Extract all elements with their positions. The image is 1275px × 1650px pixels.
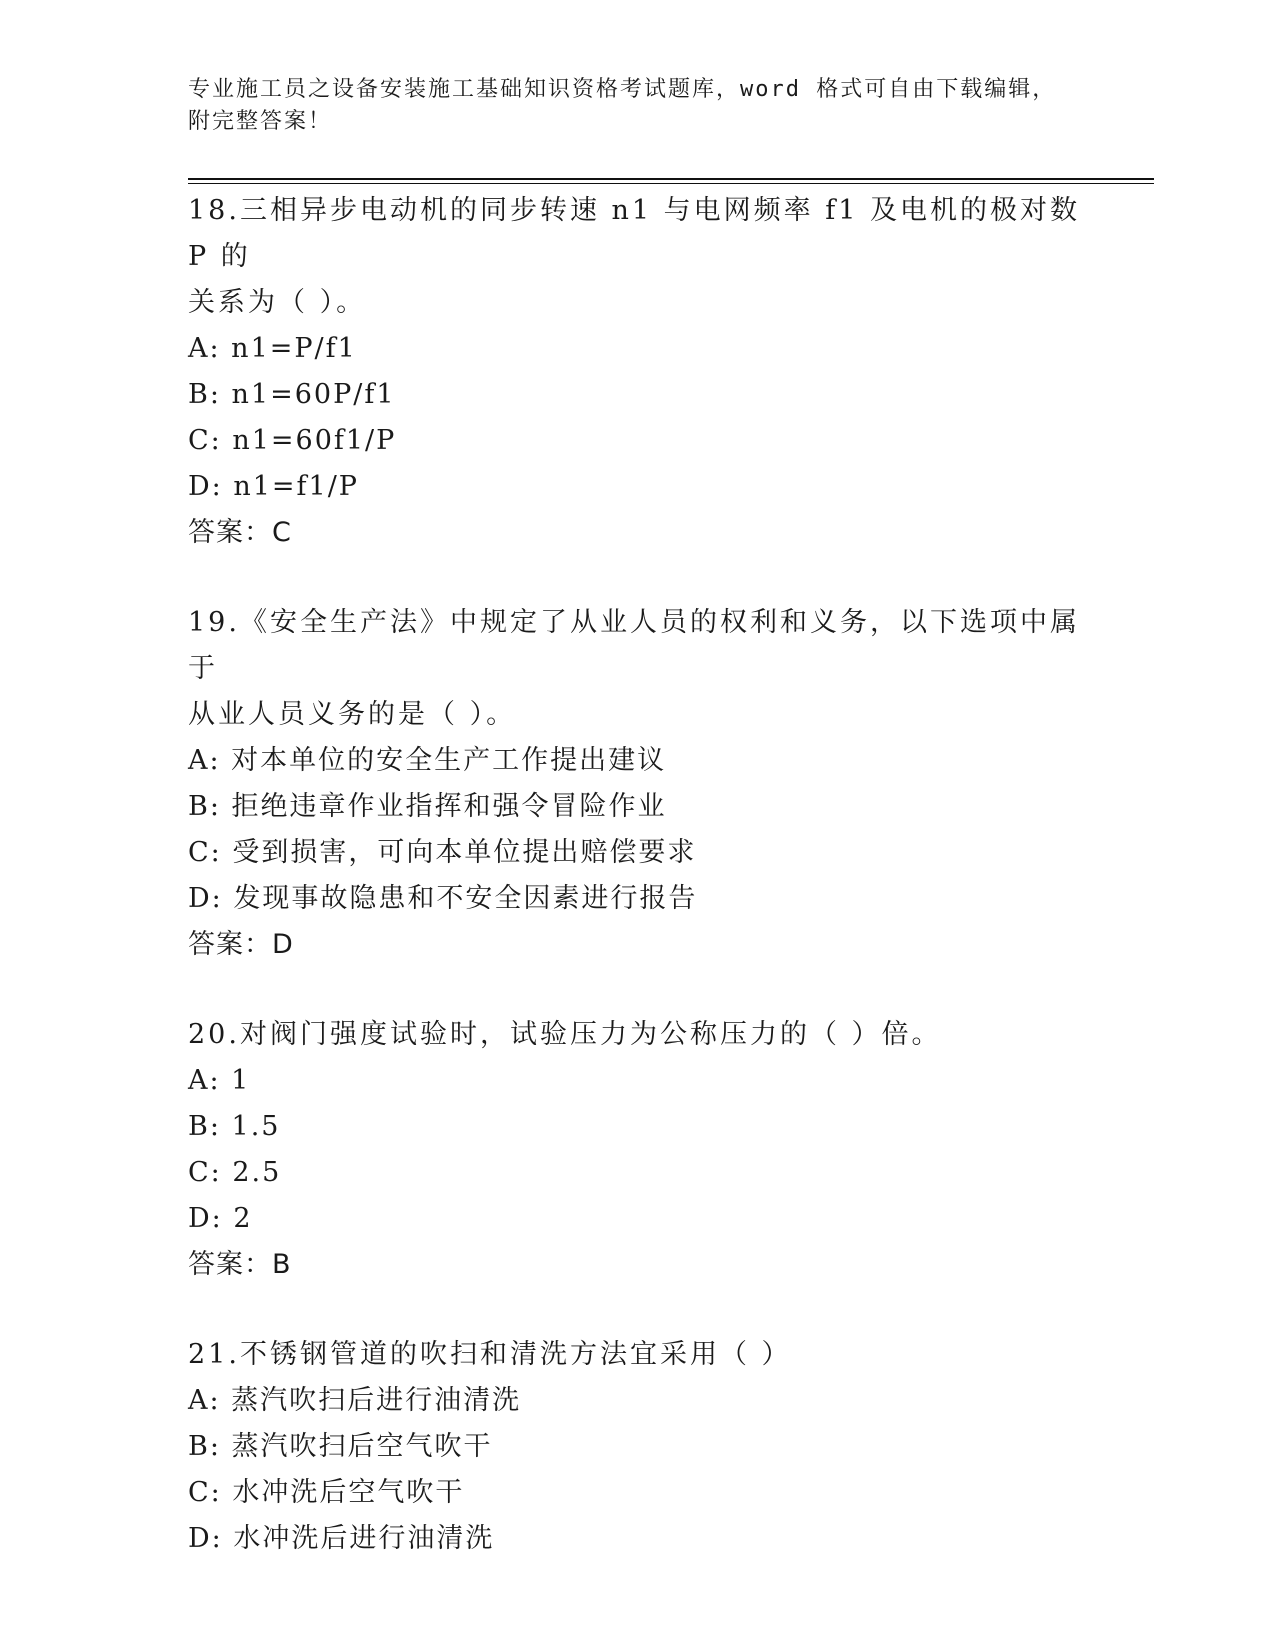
option-b: B: 1.5 bbox=[188, 1111, 281, 1142]
option-d: D: 发现事故隐患和不安全因素进行报告 bbox=[188, 883, 698, 914]
question-21 bbox=[188, 1332, 1088, 1562]
header-line-2: 附完整答案！ bbox=[188, 109, 333, 134]
option-b: B: 蒸汽吹扫后空气吹干 bbox=[188, 1431, 493, 1462]
question-stem: 21.不锈钢管道的吹扫和清洗方法宜采用（ ） bbox=[188, 1339, 792, 1370]
question-19 bbox=[188, 600, 1088, 968]
question-gap bbox=[188, 968, 1088, 1012]
header-divider-thin bbox=[188, 183, 1154, 184]
question-stem: 20.对阀门强度试验时，试验压力为公称压力的（ ）倍。 bbox=[188, 1019, 942, 1050]
answer-text: 答案：D bbox=[188, 929, 294, 960]
option-c: C: 2.5 bbox=[188, 1157, 282, 1188]
question-list bbox=[188, 188, 1088, 1562]
option-c: C: 水冲洗后空气吹干 bbox=[188, 1477, 465, 1508]
option-d: D: 水冲洗后进行油清洗 bbox=[188, 1523, 495, 1554]
question-stem-continued: 从业人员义务的是（ ）。 bbox=[188, 699, 517, 730]
option-b: B: 拒绝违章作业指挥和强令冒险作业 bbox=[188, 791, 667, 822]
question-stem-continued: 关系为（ ）。 bbox=[188, 287, 367, 318]
header-line-1: 专业施工员之设备安装施工基础知识资格考试题库，word 格式可自由下载编辑， bbox=[188, 77, 1057, 102]
option-b: B: n1=60P/f1 bbox=[188, 379, 396, 410]
option-c: C: 受到损害，可向本单位提出赔偿要求 bbox=[188, 837, 697, 868]
option-a: A: 1 bbox=[188, 1065, 251, 1096]
question-stem: 18.三相异步电动机的同步转速 n1 与电网频率 f1 及电机的极对数 P 的 bbox=[188, 195, 1081, 272]
option-a: A: n1=P/f1 bbox=[188, 333, 357, 364]
option-a: A: 对本单位的安全生产工作提出建议 bbox=[188, 745, 667, 776]
document-header bbox=[188, 74, 1088, 138]
question-20 bbox=[188, 1012, 1088, 1288]
answer-text: 答案：B bbox=[188, 1249, 292, 1280]
question-gap bbox=[188, 556, 1088, 600]
answer-text: 答案：C bbox=[188, 517, 292, 548]
question-stem: 19.《安全生产法》中规定了从业人员的权利和义务，以下选项中属于 bbox=[188, 607, 1080, 684]
option-c: C: n1=60f1/P bbox=[188, 425, 397, 456]
header-divider-thick bbox=[188, 178, 1154, 180]
option-d: D: n1=f1/P bbox=[188, 471, 359, 502]
option-d: D: 2 bbox=[188, 1203, 253, 1234]
option-a: A: 蒸汽吹扫后进行油清洗 bbox=[188, 1385, 522, 1416]
question-18 bbox=[188, 188, 1088, 556]
question-gap bbox=[188, 1288, 1088, 1332]
